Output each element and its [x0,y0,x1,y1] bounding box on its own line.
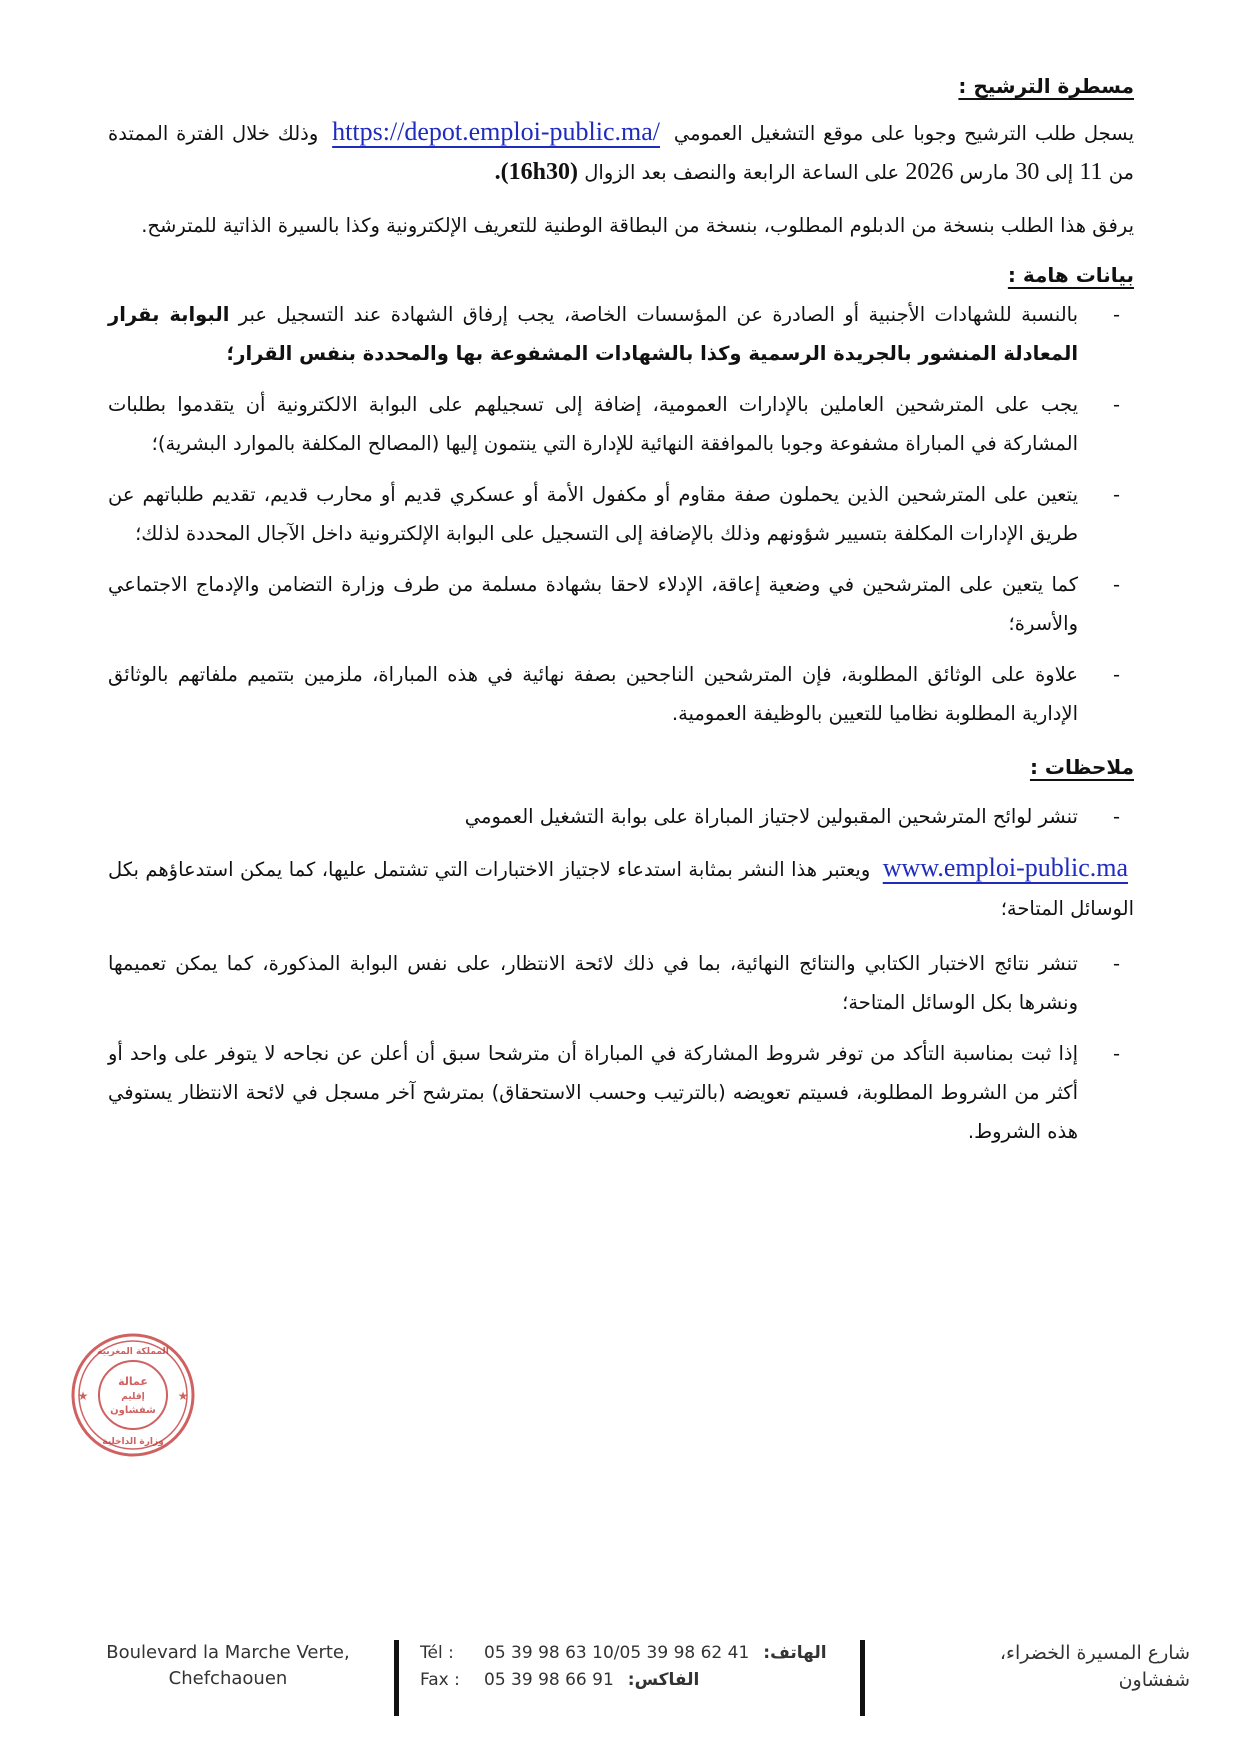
list-item: - يتعين على المترشحين الذين يحملون صفة مقاوم أو مكفول الأمة أو عسكري قديم أو محارب قديم، تقديم طلباتهم عن طريق الإدارات المكلفة بتسيير شؤونهم وذلك بالإضافة إلى التسجيل على البوابة الإلكترونية داخل الآجال المحددة لذلك؛ [108,483,1120,545]
heading-candidature: مسطرة الترشيح : [958,74,1134,98]
tel-value: 05 39 98 63 10/05 39 98 62 41 [484,1643,750,1663]
heading-important: بيانات هامة : [1007,263,1134,287]
footer-fax-row: Fax : 05 39 98 66 91 الفاكس: [420,1667,850,1694]
footer-address-fr: Boulevard la Marche Verte, Chefchaouen [106,1642,350,1689]
stamp-outer-bottom: وزارة الداخلية [102,1437,164,1447]
list-item: - إذا ثبت بمناسبة التأكد من توفر شروط المشاركة في المباراة أن مترشحا سبق أن أعلن عن نجاحه لا يتوفر على واحد أو أكثر من الشروط المطلوبة، فسيتم تعويضه (بالترتيب وحسب الاستحقاق) بمترشح آخر مسجل في لائحة الانتظار يستوفي هذه الشروط. [108,1042,1120,1143]
footer-divider [860,1640,865,1716]
footer [0,1640,1241,1720]
fax-value: 05 39 98 66 91 [484,1670,614,1690]
star-icon: ★ [177,1389,189,1403]
list-item: - علاوة على الوثائق المطلوبة، فإن المترشحين الناجحين بصفة نهائية في هذه المباراة، ملزمين بتتميم ملفاتهم بالوثائق الإدارية المطلوبة نظاميا للتعيين بالوظيفة العمومية. [108,663,1120,725]
official-stamp [68,1330,198,1460]
document-body [108,70,1134,1163]
stamp-outer-top: المملكة المغربية [97,1347,169,1357]
candidature-paragraph-1: يسجل طلب الترشيح وجوبا على موقع التشغيل العمومي https://depot.emploi-public.ma/ وذلك خلال الفترة الممتدة من 11 إلى 30 مارس 2026 على الساعة الرابعة والنصف بعد الزوال (16h30). [108,117,1135,185]
stamp-line-1: عمالة [118,1375,148,1388]
stamp-line-3: شفشاون [110,1405,156,1416]
list-item: - تنشر لوائح المترشحين المقبولين لاجتياز المباراة على بوابة التشغيل العمومي [464,805,1120,828]
footer-divider [394,1640,399,1716]
list-item: - بالنسبة للشهادات الأجنبية أو الصادرة عن المؤسسات الخاصة، يجب إرفاق الشهادة عند التسجيل عبر البوابة بقرار المعادلة المنشور بالجريدة الرسمية وكذا بالشهادات المشفوعة بها والمحددة بنفس القرار؛ [108,303,1120,365]
list-item: - يجب على المترشحين العاملين بالإدارات العمومية، إضافة إلى تسجيلهم على البوابة الالكترونية أن يتقدموا بطلبات المشاركة في المباراة مشفوعة وجوبا بالموافقة النهائية للإدارة التي ينتمون إليها (المصالح المكلفة بالموارد البشرية)؛ [108,393,1120,455]
notes-list [108,797,1134,836]
footer-address-ar: شارع المسيرة الخضراء، شفشاون [999,1642,1190,1691]
stamp-line-2: إقليم [121,1392,145,1402]
footer-tel-row: Tél : 05 39 98 63 10/05 39 98 62 41 الهاتف: [420,1640,850,1667]
important-list [108,295,1134,733]
footer-contacts [420,1640,850,1694]
list-item: - تنشر نتائج الاختبار الكتابي والنتائج النهائية، بما في ذلك لائحة الانتظار، على نفس البوابة المذكورة، كما يمكن تعميمها ونشرها بكل الوسائل المتاحة؛ [108,952,1120,1014]
notes-list-continued [108,944,1134,1151]
notes-item1-continuation: www.emploi-public.ma ويعتبر هذا النشر بمثابة استدعاء لاجتياز الاختبارات التي تشتمل عليها، كما يمكن استدعاؤهم بكل الوسائل المتاحة؛ [108,853,1134,920]
heading-notes: ملاحظات : [1029,755,1134,779]
list-item: - كما يتعين على المترشحين في وضعية إعاقة، الإدلاء لاحقا بشهادة مسلمة من طرف وزارة التضامن والإدماج الاجتماعي والأسرة؛ [108,573,1120,635]
depot-link[interactable]: https://depot.emploi-public.ma/ [332,117,660,146]
star-icon: ★ [77,1389,89,1403]
candidature-paragraph-2: يرفق هذا الطلب بنسخة من الدبلوم المطلوب، بنسخة من البطاقة الوطنية للتعريف الإلكترونية وكذا بالسيرة الذاتية للمترشح. [141,214,1134,237]
emploi-public-link[interactable]: www.emploi-public.ma [882,853,1129,882]
